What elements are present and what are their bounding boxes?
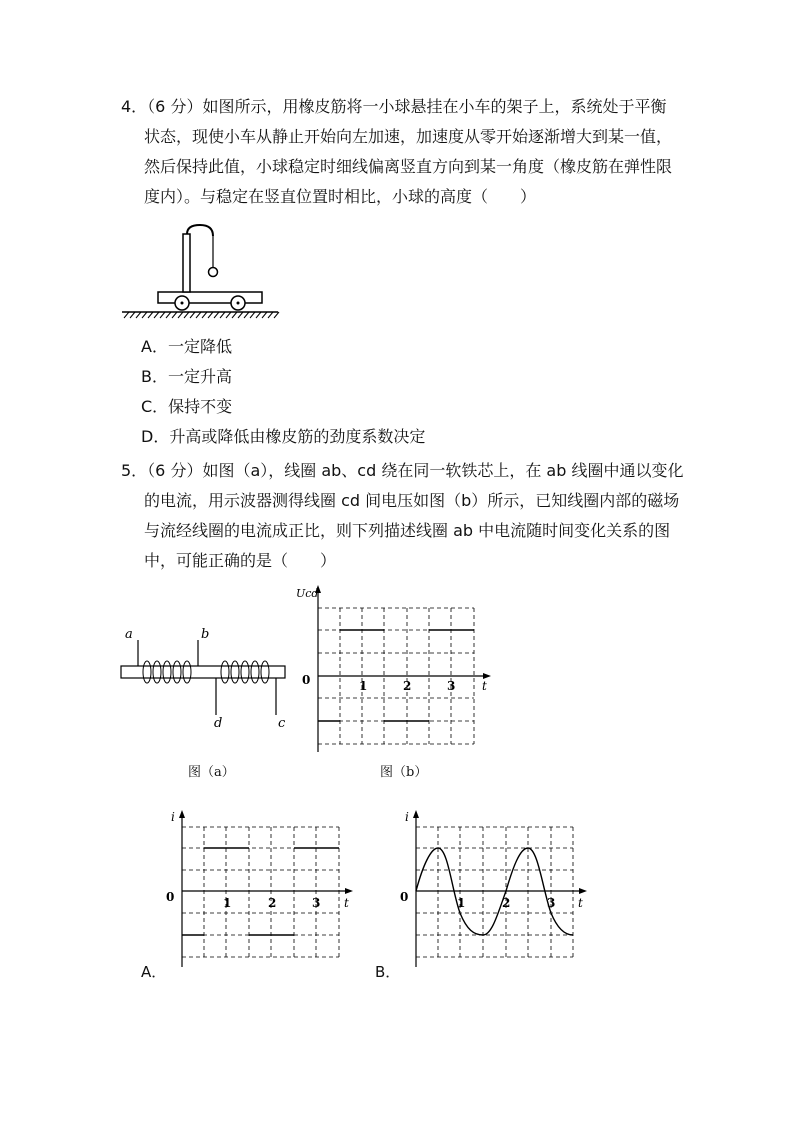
q5-line-4: 中，可能正确的是（ ）: [144, 551, 337, 570]
graph-b-xlabel: t: [482, 679, 487, 693]
graph-a-ylabel: i: [171, 810, 175, 824]
option-a-label: A．: [141, 963, 167, 981]
q4-option-b: B．一定升高: [141, 367, 232, 386]
q4-line-2: 状态，现使小车从静止开始向左加速，加速度从零开始逐渐增大到某一值，: [144, 127, 673, 146]
q4-line-3: 然后保持此值，小球稳定时细线偏离竖直方向到某一角度（橡皮筋在弹性限: [144, 157, 673, 176]
graph-b: [290, 580, 500, 760]
cart-post: [183, 234, 190, 292]
graph-b2-xlabel: t: [578, 896, 583, 910]
figure-a-caption: 图（a）: [188, 765, 235, 780]
figure-b-caption: 图（b）: [380, 765, 428, 780]
q5-line-3: 与流经线圈的电流成正比，则下列描述线圈 ab 中电流随时间变化关系的图: [144, 521, 671, 540]
q4-line-4: 度内）。与稳定在竖直位置时相比，小球的高度（ ）: [144, 187, 537, 206]
label-b: b: [201, 627, 210, 642]
ground-hatching: [124, 312, 279, 318]
figure-a-coils: [118, 620, 298, 730]
graph-b2-tick-3: 3: [547, 896, 556, 910]
graph-b2-origin: 0: [400, 890, 409, 904]
graph-b2-grid: [416, 827, 573, 957]
graph-a-tick-3: 3: [312, 896, 321, 910]
graph-a-tick-2: 2: [268, 896, 277, 910]
label-c: c: [278, 716, 286, 731]
graph-a-tick-1: 1: [223, 896, 232, 910]
q5-line-1: 5．（6 分）如图（a），线圈 ab、cd 绕在同一软铁芯上，在 ab 线圈中通以变化: [121, 461, 684, 480]
graph-b-origin: 0: [302, 673, 311, 687]
question-4: [121, 92, 701, 212]
cart-arm: [187, 225, 213, 236]
q4-line-1: 4．（6 分）如图所示，用橡皮筋将一小球悬挂在小车的架子上，系统处于平衡: [121, 97, 667, 116]
graph-option-b: [396, 805, 596, 975]
graph-b2-ylabel: i: [405, 810, 409, 824]
q4-option-d: D．升高或降低由橡皮筋的劲度系数决定: [141, 427, 426, 446]
graph-b-tick-1: 1: [359, 679, 368, 693]
iron-core: [121, 666, 285, 678]
q4-option-c: C．保持不变: [141, 397, 233, 416]
graph-b-tick-3: 3: [447, 679, 456, 693]
hanging-ball: [209, 268, 218, 277]
label-d: d: [214, 716, 223, 731]
graph-b-tick-2: 2: [403, 679, 412, 693]
graph-b2-tick-2: 2: [502, 896, 511, 910]
q4-option-a: A．一定降低: [141, 337, 232, 356]
option-b-label: B．: [375, 963, 401, 981]
graph-a-grid: [182, 827, 339, 957]
cart-body: [158, 292, 262, 303]
graph-b2-tick-1: 1: [457, 896, 466, 910]
question-5: [121, 456, 701, 576]
q5-line-2: 的电流，用示波器测得线圈 cd 间电压如图（b）所示，已知线圈内部的磁场: [144, 491, 680, 510]
graph-a-xlabel: t: [344, 896, 349, 910]
graph-a-origin: 0: [166, 890, 175, 904]
label-a: a: [125, 627, 133, 642]
graph-option-a: [160, 805, 360, 975]
cart-figure: [120, 222, 290, 322]
graph-b-ylabel: Ucd: [296, 587, 319, 600]
